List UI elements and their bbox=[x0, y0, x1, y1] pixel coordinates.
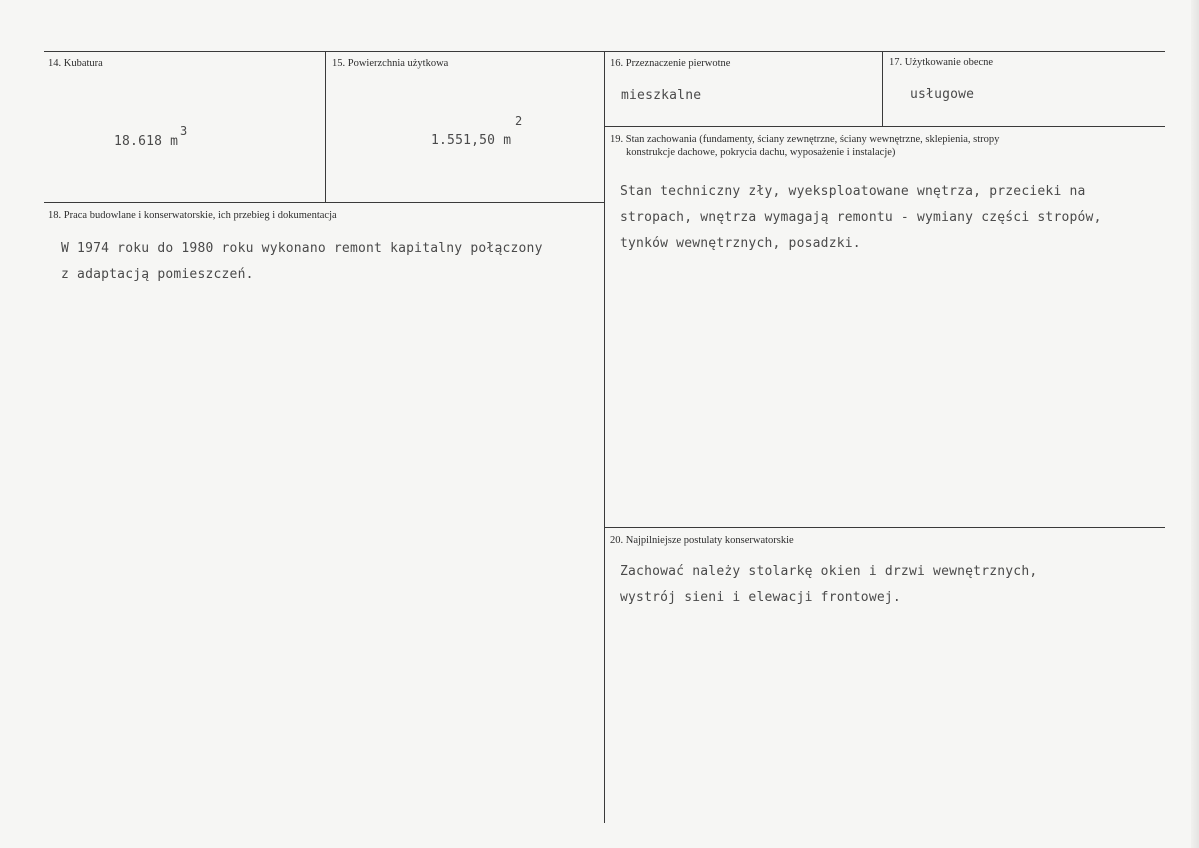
field-16-value: mieszkalne bbox=[621, 88, 702, 103]
field-20-label: 20. Najpilniejsze postulaty konserwatorskie bbox=[610, 535, 794, 546]
field-17-value: usługowe bbox=[910, 87, 975, 102]
field-19-line: stropach, wnętrza wymagają remontu - wymiany części stropów, bbox=[620, 210, 1102, 225]
paper-edge bbox=[1191, 0, 1199, 848]
field-19-label-line1: 19. Stan zachowania (fundamenty, ściany zewnętrzne, ściany wewnętrzne, sklepienia, stropy bbox=[610, 134, 1000, 145]
field-19-label-line2: konstrukcje dachowe, pokrycia dachu, wyposażenie i instalacje) bbox=[626, 147, 896, 158]
field-18-line: z adaptacją pomieszczeń. bbox=[61, 267, 254, 282]
field-15-label: 15. Powierzchnia użytkowa bbox=[332, 58, 449, 69]
field-17-label: 17. Użytkowanie obecne bbox=[889, 57, 994, 68]
field-19-line: Stan techniczny zły, wyeksploatowane wnętrza, przecieki na bbox=[620, 184, 1086, 199]
field-16-label: 16. Przeznaczenie pierwotne bbox=[610, 58, 731, 69]
field-14-exponent: 3 bbox=[180, 124, 188, 138]
field-15-exponent: 2 bbox=[515, 114, 523, 128]
rule-under-14-15 bbox=[44, 202, 605, 203]
divider-16-17 bbox=[882, 51, 883, 127]
field-14-value: 18.618 m bbox=[114, 134, 179, 149]
divider-14-15 bbox=[325, 51, 326, 202]
rule-above-20 bbox=[604, 527, 1165, 528]
field-20-line: wystrój sieni i elewacji frontowej. bbox=[620, 590, 901, 605]
field-20-text bbox=[620, 559, 1160, 611]
field-19-text bbox=[620, 179, 1160, 257]
field-14-label: 14. Kubatura bbox=[48, 58, 103, 69]
field-18-label: 18. Praca budowlane i konserwatorskie, ich przebieg i dokumentacja bbox=[48, 210, 337, 221]
field-18-line: W 1974 roku do 1980 roku wykonano remont kapitalny połączony bbox=[61, 241, 543, 256]
field-19-line: tynków wewnętrznych, posadzki. bbox=[620, 236, 861, 251]
field-20-line: Zachować należy stolarkę okien i drzwi wewnętrznych, bbox=[620, 564, 1038, 579]
field-15-value: 1.551,50 m bbox=[431, 133, 512, 148]
field-18-text bbox=[61, 236, 591, 288]
center-divider bbox=[604, 51, 605, 823]
rule-under-16-17 bbox=[604, 126, 1165, 127]
